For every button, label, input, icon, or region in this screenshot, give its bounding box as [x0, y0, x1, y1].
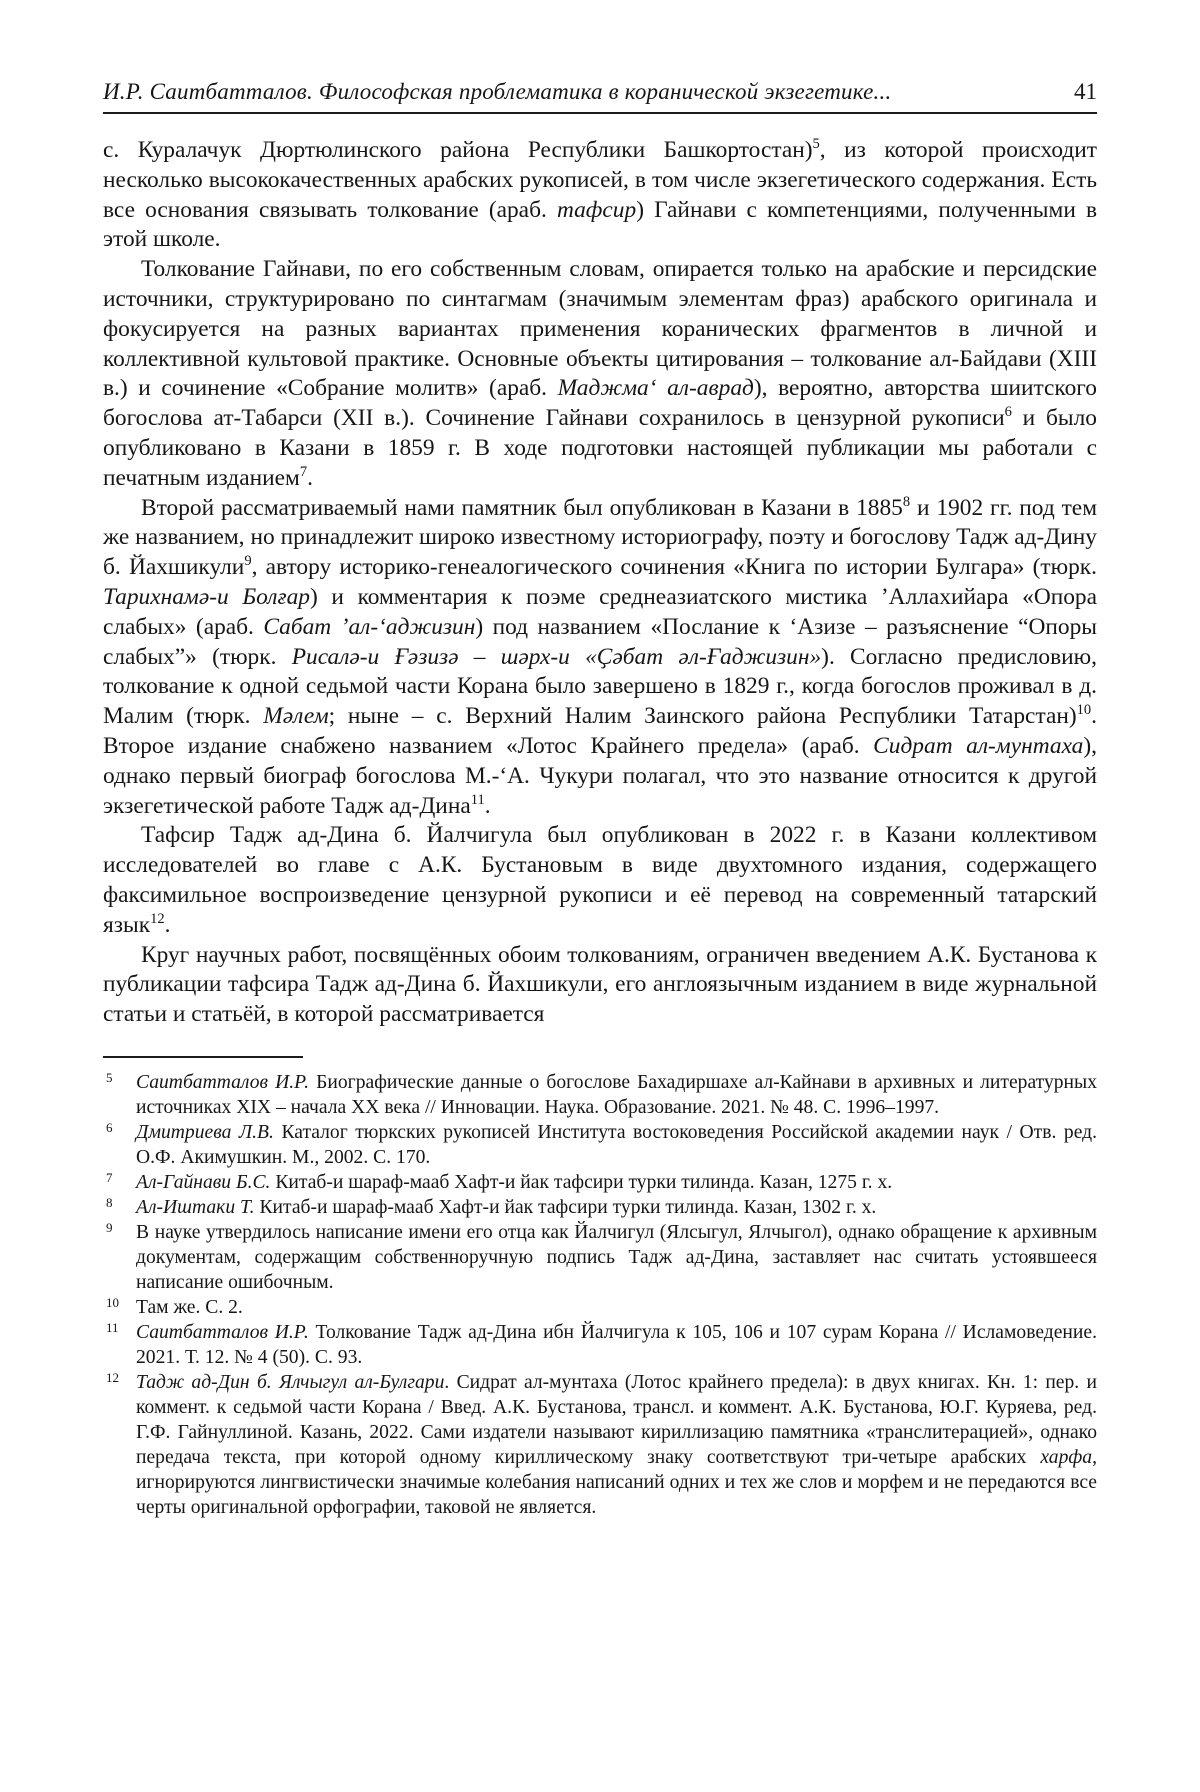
footnote-number: 7 [106, 1169, 113, 1185]
footnote-ref: 11 [470, 791, 485, 808]
footnote-item [103, 1070, 1097, 1120]
footnote-number: 8 [106, 1194, 113, 1210]
text-run: харфа [1040, 1446, 1093, 1468]
footnote-item [103, 1220, 1097, 1295]
text-run: . [484, 792, 491, 819]
footnote-ref: 7 [299, 463, 308, 480]
text-run: ; ныне – с. Верхний Налим Заинского района Республики Татарстан) [328, 703, 1077, 730]
text-run: , автору историко-генеалогического сочинения «Книга по истории Булгара» (тюрк. [251, 554, 1098, 581]
text-run: Ал-Иштаки Т. [136, 1196, 255, 1218]
text-run: Рисалә-и Ғәзизә – шәрх-и «Ҫәбат әл-Ғаджизин» [291, 643, 822, 670]
text-run: Саитбатталов И.Р. [136, 1321, 309, 1343]
text-run: Саитбатталов И.Р. [136, 1071, 310, 1093]
text-run: ) и комментария к поэме среднеазиатского мистика ’Аллахийара «Опора слабых» (араб. [103, 583, 1098, 640]
text-run: ), вероятно, авторства шиитского богослова ат-Табарси (XII в.). Сочинение Гайнави сохранилось в цензурной рукописи [103, 375, 1097, 432]
page-number: 41 [1074, 79, 1097, 104]
text-run: ) Гайнави с компетенциями, полученными в этой школе. [103, 196, 1097, 253]
body-text [103, 136, 1097, 1030]
footnote-number: 11 [106, 1319, 119, 1335]
text-run: Сабат ’ал-‘аджизин [263, 613, 476, 640]
paragraph [103, 494, 1097, 822]
footnote-text [136, 1372, 1097, 1518]
footnote-ref: 9 [244, 553, 252, 570]
paragraph [103, 136, 1097, 255]
footnote-ref: 12 [150, 910, 165, 927]
text-run: Тадж ад-Дин б. Ялчыгул ал-Булгари [136, 1371, 445, 1393]
text-run: Круг научных работ, посвящённых обоим толкованиям, ограничен введением А.К. Бустанова к публикации тафсира Тадж ад-Дина б. Йахшикули, его англоязычным изданием в виде журнальной статьи и статьёй, в которой рассматривается [103, 941, 1097, 1028]
footnote-text [136, 1297, 243, 1318]
footnote-item [103, 1170, 1097, 1195]
text-run: Ал-Гайнави Б.С. [136, 1171, 271, 1193]
text-run: В науке утвердилось написание имени его отца как Йалчигул (Ялсыгул, Ялчыгол), однако обращение к архивным документам, содержащим собственноручную подпись Тадж ад-Дина, заставляет нас считать устоявшееся написание ошибочным. [136, 1221, 1097, 1293]
footnote-number: 6 [106, 1119, 113, 1135]
footnote-number: 9 [106, 1219, 113, 1235]
text-run: Маджма‘ ал-аврад [557, 375, 754, 402]
footnote-text [136, 1122, 1097, 1168]
text-run: Сидрат ал-мунтаха [873, 732, 1084, 759]
footnote-text [136, 1172, 892, 1193]
footnote-ref: 10 [1076, 702, 1092, 719]
text-run: . [164, 911, 171, 938]
text-run: Биографические данные о богослове Бахадиршахе ал-Кайнави в архивных и литературных источниках XIX – начала XX века // Инновации. Наука. Образование. 2021. № 48. С. 1996–1997. [136, 1071, 1097, 1118]
text-run: Дмитриева Л.В. [136, 1121, 274, 1143]
text-run: Второй рассматриваемый нами памятник был опубликован в Казани в 1885 [141, 494, 903, 521]
footnote-number: 12 [106, 1369, 119, 1385]
text-run: Там же. С. 2. [136, 1296, 243, 1318]
text-run: Тарихнамә-и Болғар [103, 583, 310, 610]
footnote-text [136, 1197, 876, 1218]
text-run: . [307, 464, 313, 491]
text-run: ). Согласно предисловию, толкование к одной седьмой части Корана было завершено в 1829 г., когда богослов проживал в д. Малим (тюрк. [103, 643, 1097, 730]
header-rule [103, 112, 1097, 114]
footnotes-section [103, 1070, 1097, 1520]
running-title: И.Р. Саитбатталов. Философская проблематика в коранической экзегетике... [103, 79, 892, 104]
text-run: и 1902 гг. под тем же названием, но принадлежит широко известному историографу, поэту и богослову Тадж ад-Дину б. Йахшикули [103, 494, 1097, 581]
footnote-item [103, 1320, 1097, 1370]
footnote-number: 5 [106, 1069, 113, 1085]
footnote-item [103, 1370, 1097, 1520]
text-run: ), однако первый биограф богослова М.-‘А. Чукури полагал, что это название относится к другой экзегетической работе Тадж ад-Дина [103, 732, 1097, 819]
text-run: Мәлем [263, 703, 329, 730]
footnote-ref: 8 [902, 493, 911, 510]
footnote-ref: 5 [812, 136, 820, 153]
text-run: ) под названием «Послание к ‘Азизе – разъяснение “Опоры слабых”» (тюрк. [103, 613, 1098, 670]
text-run: . Сидрат ал-мунтаха (Лотос крайнего предела): в двух книгах. Кн. 1: пер. и коммент. к седьмой части Корана / Введ. А.К. Бустанова, трансл. и коммент. А.К. Бустанова, Ю.Г. Куряева, ред. Г.Ф. Гайнуллиной. Казань, 2022. Сами издатели называют кириллизацию памятника «транслитерацией», однако передача текста, при которой одному кириллическому знаку соответствуют три-четыре арабских [136, 1371, 1097, 1468]
text-run: , игнорируются лингвистически значимые колебания написаний одних и тех же слов и морфем и не передаются все черты оригинальной орфографии, таковой не является. [136, 1446, 1097, 1518]
text-run: Китаб-и шараф-мааб Хафт-и йак тафсири турки тилинда. Казан, 1302 г. х. [254, 1196, 877, 1218]
page-header [103, 78, 1097, 106]
paragraph [103, 255, 1097, 493]
text-run: Китаб-и шараф-мааб Хафт-и йак тафсири турки тилинда. Казан, 1275 г. х. [270, 1171, 893, 1193]
text-run: . Второе издание снабжено названием «Лотос Крайнего предела» (араб. [103, 703, 1098, 759]
text-run: Толкование Гайнави, по его собственным словам, опирается только на арабские и персидские источники, структурировано по синтагмам (значимым элементам фраз) арабского оригинала и фокусируется на разных вариантах применения коранических фрагментов в личной и коллективной культовой практике. Основные объекты цитирования – толкование ал-Байдави (XIII в.) и сочинение «Собрание молитв» (араб. [103, 256, 1097, 402]
text-run: Каталог тюркских рукописей Института востоковедения Российской академии наук / Отв. ред. О.Ф. Акимушкин. М., 2002. С. 170. [136, 1121, 1098, 1168]
text-run: , из которой происходит несколько высококачественных арабских рукописей, в том числе экзегетического содержания. Есть все основания связывать толкование (араб. [103, 137, 1097, 223]
footnote-text [136, 1222, 1097, 1293]
footnote-number: 10 [106, 1294, 119, 1310]
footnote-text [136, 1072, 1097, 1118]
footnote-text [136, 1322, 1097, 1368]
paragraph [103, 821, 1097, 940]
footnote-ref: 6 [1004, 404, 1012, 421]
text-run: тафсир [556, 196, 637, 223]
footnote-item [103, 1120, 1097, 1170]
footnote-item [103, 1195, 1097, 1220]
text-run: Толкование Тадж ад-Дина ибн Йалчигула к 105, 106 и 107 сурам Корана // Исламоведение. 2021. Т. 12. № 4 (50). С. 93. [136, 1321, 1097, 1368]
text-run: с. Куралачук Дюртюлинского района Республики Башкортостан) [103, 137, 813, 163]
text-run: и было опубликовано в Казани в 1859 г. В ходе подготовки настоящей публикации мы работали с печатным изданием [103, 405, 1097, 491]
footnote-separator [103, 1056, 303, 1058]
paragraph [103, 941, 1097, 1030]
text-run: Тафсир Тадж ад-Дина б. Йалчигула был опубликован в 2022 г. в Казани коллективом исследователей во главе с А.К. Бустановым в виде двухтомного издания, содержащего факсимильное воспроизведение цензурной рукописи и её перевод на современный татарский язык [103, 822, 1097, 938]
footnote-item [103, 1295, 1097, 1320]
